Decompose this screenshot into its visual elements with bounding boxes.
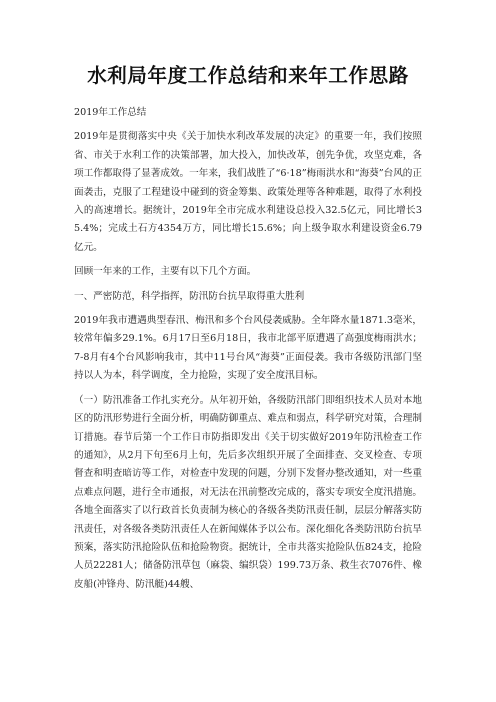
section-heading-2019-summary: 2019年工作总结 — [74, 107, 147, 118]
document-title: 水利局年度工作总结和来年工作思路 — [87, 64, 409, 87]
paragraph-flood-season: 2019年我市遭遇典型春汛、梅汛和多个台风侵袭威胁。全年降水量1871.3毫米，较常年偏多29.1%。6月17日至6月18日，我市北部平原遭遇了高强度梅雨洪水；7-8月有4个台风影响我市，其中11号台风“海葵”正面侵袭。我市各级防汛部门坚持以人为本，科学调度，全力抢险，实现了安全度汛目标。 — [74, 315, 422, 382]
section-heading-flood-control: 一、严密防范，科学指挥，防汛防台抗旱取得重大胜利 — [74, 290, 305, 302]
paragraph-flood-preparation: （一）防汛准备工作扎实充分。从年初开始，各级防汛部门即组织技术人员对本地区的防汛形势进行全面分析，明确防御重点、难点和弱点，科学研究对策，合理制订措施。春节后第一个工作日市防指即发出《关于切实做好2019年防汛检查工作的通知》，从2月下旬至6月上旬，先后多次组织开展了全面排查、交叉检查、专项督查和明查暗访等工作，对检查中发现的问题，分别下发督办整改通知，对一些重点难点问题，进行全市通报，对无法在汛前整改完成的，落实专项安全度汛措施。各地全面落实了以行政首长负责制为核心的各级各类防汛责任制，层层分解落实防汛责任，对各级各类防汛责任人在新闻媒体予以公布。深化细化各类防汛防台抗旱预案，落实防汛抢险队伍和抢险物资。据统计，全市共落实抢险队伍824支，抢险人员22281人；储备防汛草包（麻袋、编织袋）199.73万条、救生衣7076件、橡皮船(冲锋舟、防汛艇)44艘、 — [74, 394, 422, 590]
paragraph-overview: 2019年是贯彻落实中央《关于加快水利改革发展的决定》的重要一年，我们按照省、市关于水利工作的决策部署，加大投入，加快改革，创先争优，攻坚克难，各项工作都取得了显著成效。一年来，我们战胜了“6·18”梅雨洪水和“海葵”台风的正面袭击，克服了工程建设中碰到的资金筹集、政策处理等各种难题，取得了水利投入的高速增长。据统计，2019年全市完成水利建设总投入32.5亿元，同比增长35.4%；完成土石方4354万方，同比增长15.6%；向上级争取水利建设资金6.79亿元。 — [74, 131, 422, 253]
paragraph-review-intro: 回顾一年来的工作，主要有以下几个方面。 — [74, 266, 257, 278]
